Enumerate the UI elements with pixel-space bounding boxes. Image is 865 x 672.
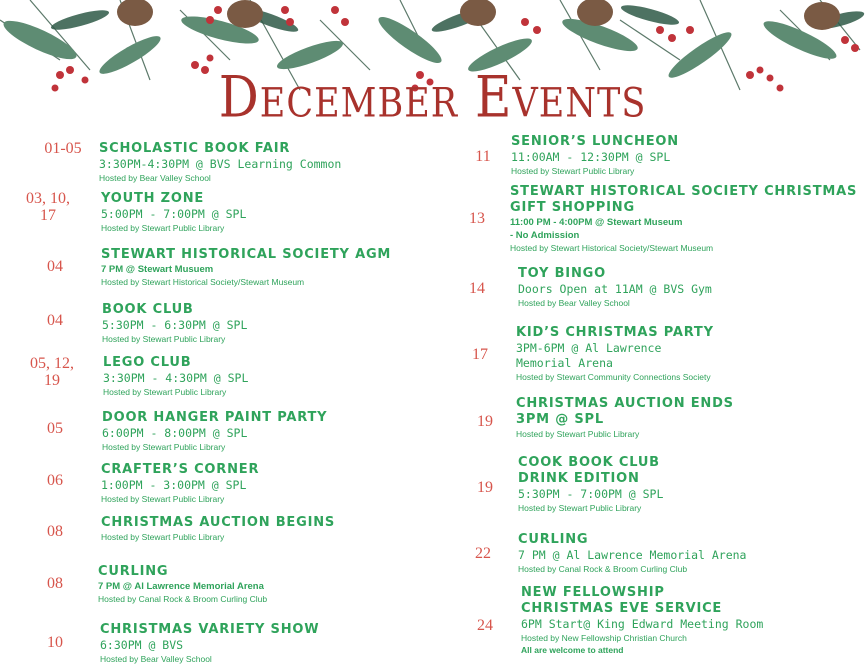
event-host: Hosted by New Fellowship Christian Church	[521, 633, 687, 643]
event-item	[101, 191, 246, 234]
event-title: STEWART HISTORICAL SOCIETY CHRISTMAS	[510, 184, 858, 199]
event-time: 5:00PM - 7:00PM @ SPL	[101, 207, 247, 221]
event-title: KID’S CHRISTMAS PARTY	[516, 325, 714, 340]
event-date: 17	[472, 346, 488, 363]
event-title: STEWART HISTORICAL SOCIETY AGM	[101, 247, 392, 262]
event-time: 7 PM @ Al Lawrence Memorial Arena	[98, 581, 264, 592]
event-date: 05, 12, 19	[30, 355, 74, 389]
event-host: Hosted by Bear Valley School	[518, 298, 630, 308]
event-item	[101, 462, 259, 505]
event-title: COOK BOOK CLUB	[518, 455, 660, 470]
event-time: 5:30PM - 7:00PM @ SPL	[518, 487, 664, 501]
event-title: SCHOLASTIC BOOK FAIR	[99, 141, 291, 156]
event-time: 3:30PM - 4:30PM @ SPL	[103, 371, 249, 385]
event-title: CRAFTER’S CORNER	[101, 462, 260, 477]
event-date: 22	[475, 545, 491, 562]
event-item	[516, 396, 734, 440]
event-date: 19	[477, 413, 493, 430]
event-host: Hosted by Canal Rock & Broom Curling Club	[98, 594, 268, 604]
event-host: Hosted by Bear Valley School	[100, 654, 212, 664]
event-title: NEW FELLOWSHIP	[521, 585, 665, 600]
event-host: Hosted by Stewart Public Library	[518, 503, 642, 513]
event-time: 6PM Start@ King Edward Meeting Room	[521, 617, 764, 631]
event-item	[510, 184, 857, 254]
event-time: Memorial Arena	[516, 356, 613, 370]
event-title: YOUTH ZONE	[101, 191, 205, 206]
event-item	[518, 455, 663, 514]
event-item	[102, 410, 327, 453]
event-item	[521, 585, 763, 656]
event-time: 7 PM @ Stewart Musuem	[101, 264, 214, 275]
event-title: CURLING	[98, 564, 169, 579]
event-host: Hosted by Stewart Public Library	[101, 494, 225, 504]
event-time: 3:30PM-4:30PM @ BVS Learning Common	[99, 157, 342, 171]
event-host: Hosted by Stewart Public Library	[516, 429, 640, 439]
event-host: Hosted by Stewart Public Library	[102, 334, 226, 344]
event-item	[102, 302, 247, 345]
event-date: 04	[47, 258, 63, 275]
event-host: Hosted by Stewart Public Library	[511, 166, 635, 176]
event-date: 08	[47, 575, 63, 592]
event-date: 24	[477, 617, 493, 634]
event-host: Hosted by Canal Rock & Broom Curling Club	[518, 564, 688, 574]
event-time: - No Admission	[510, 230, 580, 241]
event-title: GIFT SHOPPING	[510, 200, 635, 215]
event-date: 14	[469, 280, 485, 297]
event-item	[103, 355, 248, 398]
event-date: 04	[47, 312, 63, 329]
event-time: 11:00AM - 12:30PM @ SPL	[511, 150, 671, 164]
event-title: DOOR HANGER PAINT PARTY	[102, 410, 328, 425]
event-item	[518, 532, 746, 575]
event-title: CURLING	[518, 532, 589, 547]
event-title: 3PM @ SPL	[516, 412, 604, 427]
event-date: 06	[47, 472, 63, 489]
event-host: Hosted by Stewart Public Library	[101, 223, 225, 233]
event-host: Hosted by Stewart Historical Society/Stewart Museum	[510, 243, 714, 253]
event-item	[99, 141, 341, 184]
event-date: 10	[47, 634, 63, 651]
event-time: 1:00PM - 3:00PM @ SPL	[101, 478, 247, 492]
event-time: 11:00 PM - 4:00PM @ Stewart Museum	[510, 217, 683, 228]
event-time: Doors Open at 11AM @ BVS Gym	[518, 282, 712, 296]
event-date: 13	[469, 210, 485, 227]
event-time: 3PM-6PM @ Al Lawrence	[516, 341, 662, 355]
event-host: Hosted by Bear Valley School	[99, 173, 211, 183]
event-date: 01-05	[44, 140, 82, 157]
event-host: Hosted by Stewart Historical Society/Stewart Museum	[101, 277, 305, 287]
event-title: DRINK EDITION	[518, 471, 640, 486]
event-time: 5:30PM - 6:30PM @ SPL	[102, 318, 248, 332]
event-title: CHRISTMAS AUCTION ENDS	[516, 396, 734, 411]
event-item	[101, 247, 391, 288]
event-title: CHRISTMAS AUCTION BEGINS	[101, 515, 336, 530]
event-note: All are welcome to attend	[521, 645, 624, 655]
event-item	[516, 325, 714, 383]
event-item	[98, 564, 267, 605]
page-title: December Events	[218, 63, 647, 131]
event-date: 19	[477, 479, 493, 496]
event-date: 08	[47, 523, 63, 540]
event-host: Hosted by Stewart Public Library	[102, 442, 226, 452]
event-item	[101, 515, 335, 543]
event-title: TOY BINGO	[518, 266, 606, 281]
event-time: 6:30PM @ BVS	[100, 638, 184, 652]
event-host: Hosted by Stewart Public Library	[101, 532, 225, 542]
event-time: 7 PM @ Al Lawrence Memorial Arena	[518, 548, 747, 562]
event-date: 03, 10, 17	[26, 190, 70, 224]
event-title: LEGO CLUB	[103, 355, 192, 370]
event-date: 05	[47, 420, 63, 437]
event-title: CHRISTMAS EVE SERVICE	[521, 601, 723, 616]
event-host: Hosted by Stewart Community Connections Society	[516, 372, 711, 382]
event-title: BOOK CLUB	[102, 302, 194, 317]
event-title: SENIOR’S LUNCHEON	[511, 134, 679, 149]
event-item	[511, 134, 679, 177]
event-time: 6:00PM - 8:00PM @ SPL	[102, 426, 248, 440]
event-date: 11	[475, 148, 491, 165]
event-host: Hosted by Stewart Public Library	[103, 387, 227, 397]
event-item	[518, 266, 712, 309]
event-item	[100, 622, 319, 665]
event-title: CHRISTMAS VARIETY SHOW	[100, 622, 320, 637]
